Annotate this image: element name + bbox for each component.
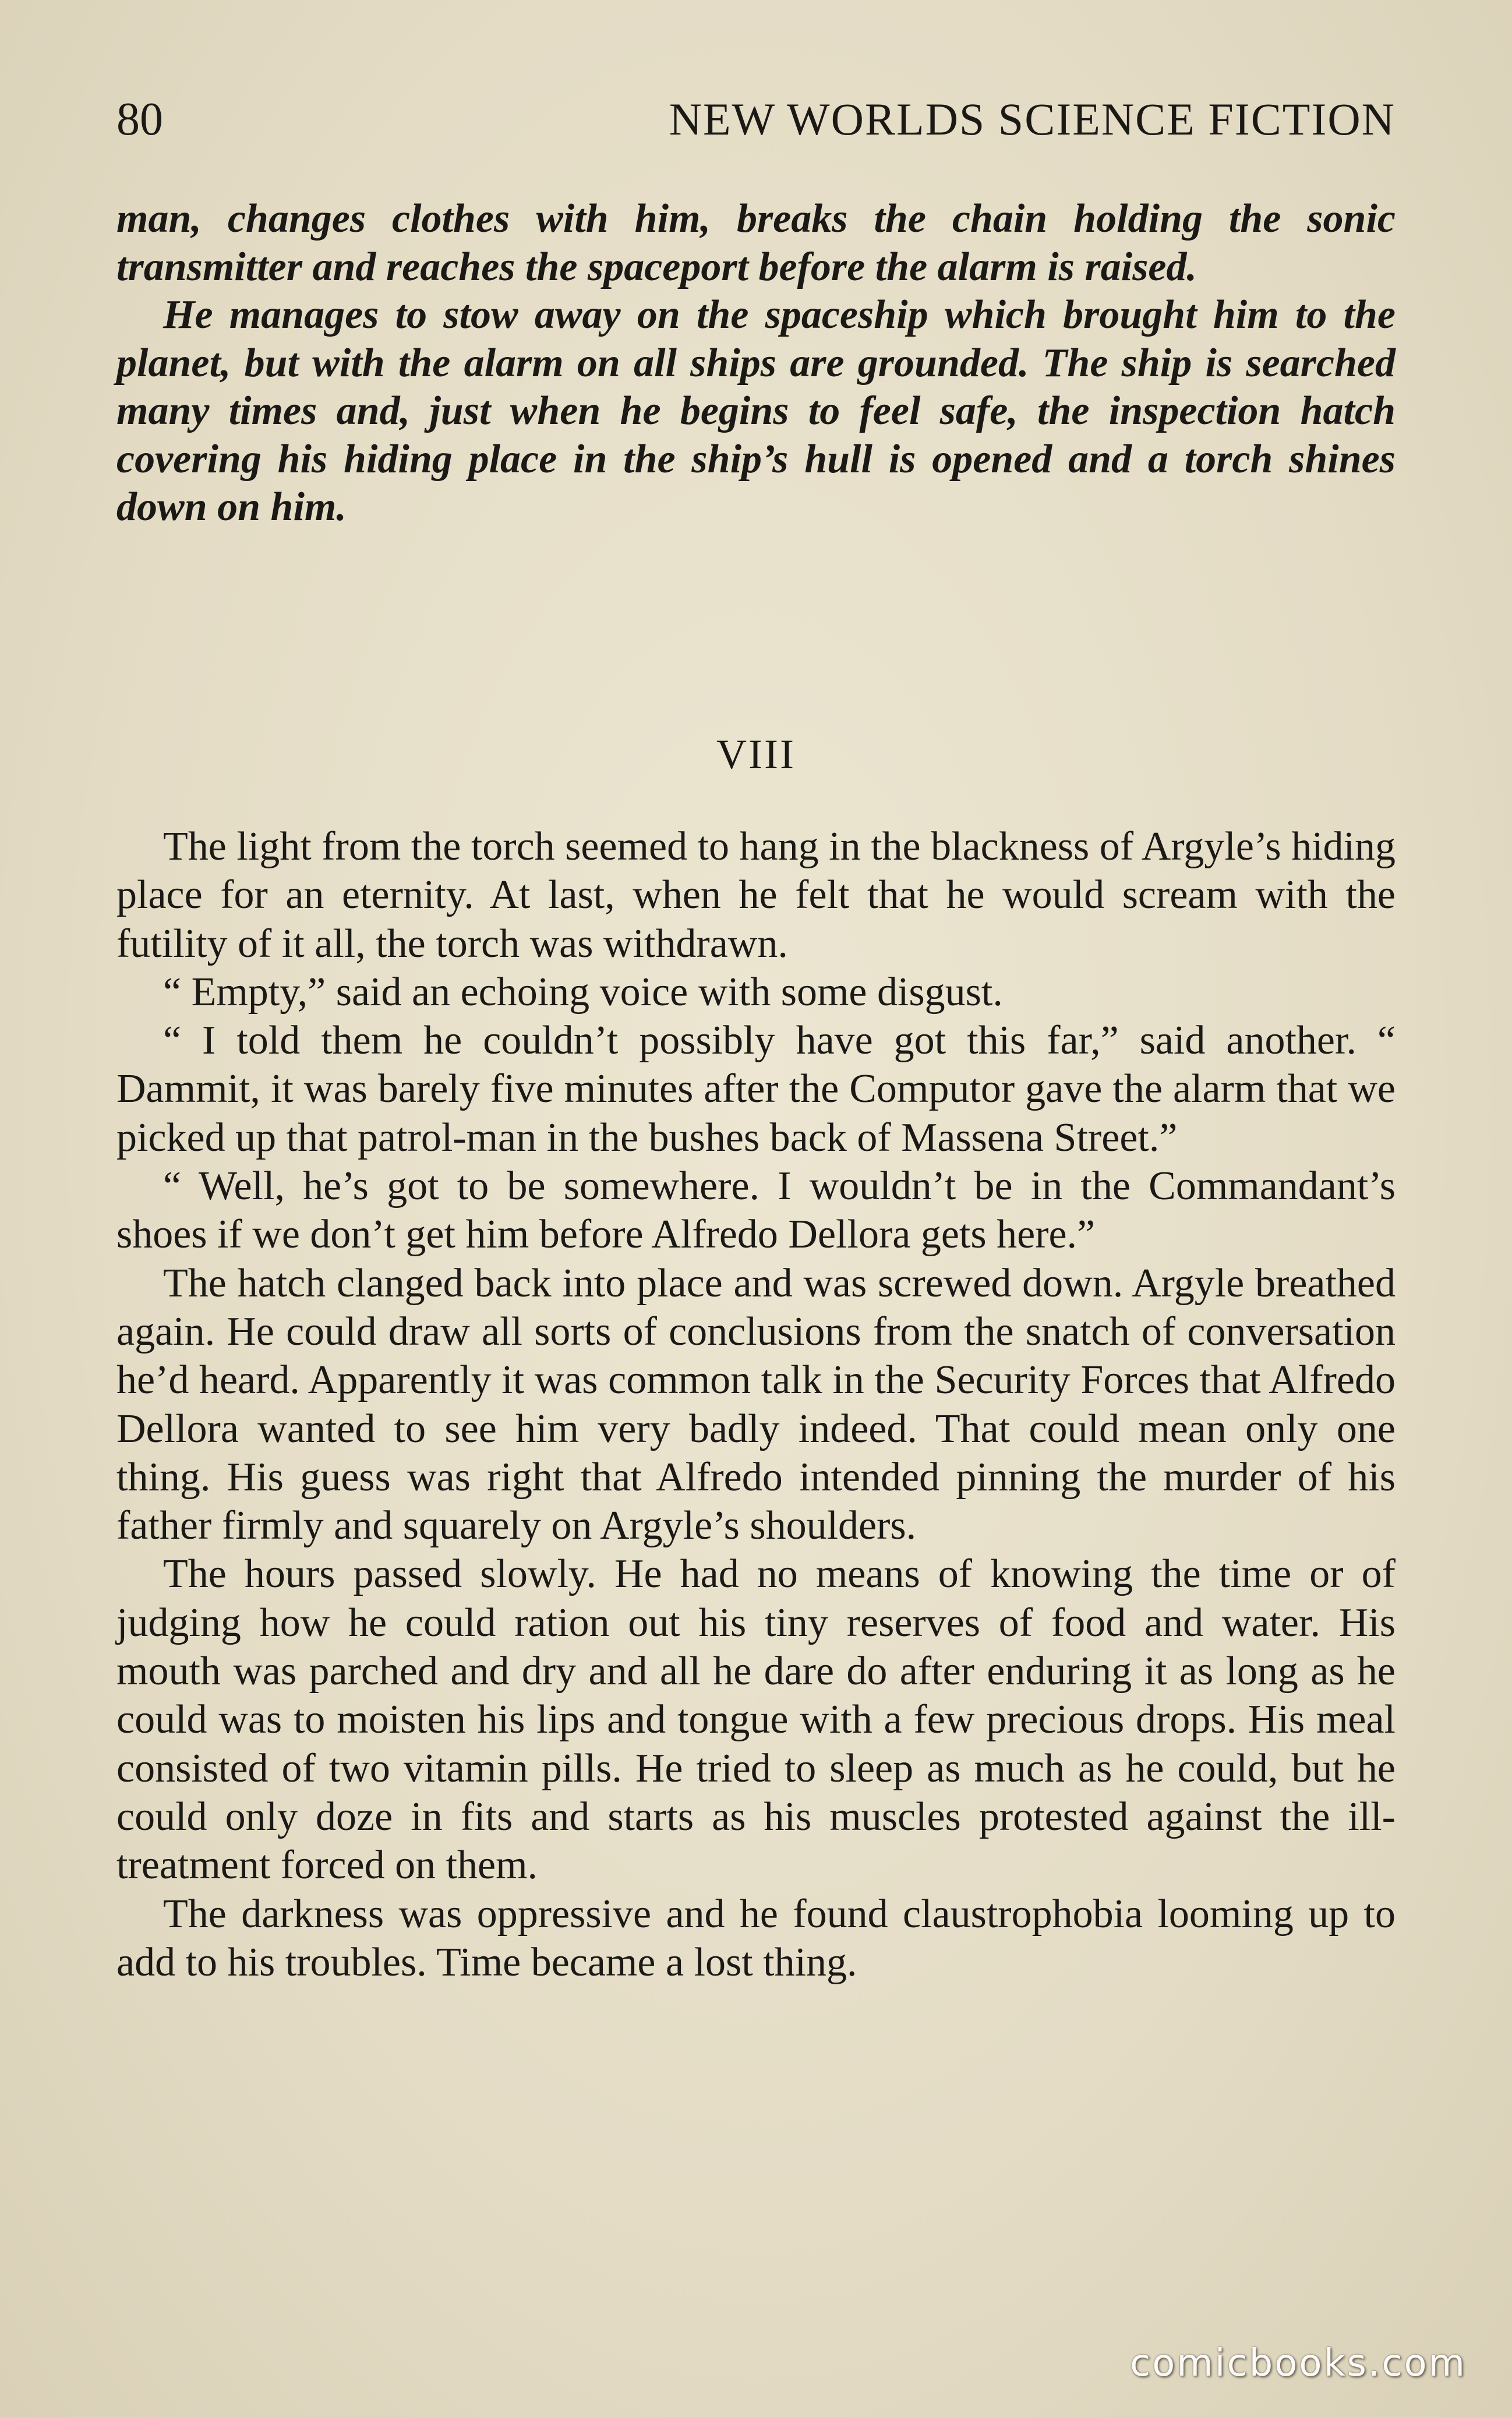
body-paragraph: “ I told them he couldn’t possibly have got this far,” said another. “ Dammit, it was barely five minutes after the Computor gave the alarm that we picked up that patrol-man in the bushes back of Massena Street.” (116, 1018, 1396, 1160)
body-paragraph: The light from the torch seemed to hang in the blackness of Argyle’s hiding place for an eternity. At last, when he felt that he would scream with the futility of it all, the torch was withdrawn. (116, 824, 1396, 966)
synopsis-paragraph: He manages to stow away on the spaceship which brought him to the planet, but with the alarm on all ships are grounded. The ship is searched many times and, just when he begins to feel safe, the inspection hatch covering his hiding place in the ship’s hull is opened and a torch shines down on him. (116, 292, 1396, 529)
page-header (116, 87, 1396, 151)
watermark: comicbooks.com (1129, 2342, 1467, 2385)
body-paragraph: The hatch clanged back into place and was screwed down. Argyle breathed again. He could draw all sorts of conclusions from the snatch of conversation he’d heard. Apparently it was common talk in the Security Forces that Alfredo Dellora wanted to see him very badly indeed. That could mean only one thing. His guess was right that Alfredo intended pinning the murder of his father firmly and squarely on Argyle’s shoulders. (116, 1260, 1396, 1549)
chapter-body (116, 822, 1396, 1987)
page-number: 80 (116, 94, 163, 145)
body-paragraph: “ Well, he’s got to be somewhere. I wouldn’t be in the Commandant’s shoes if we don’t get him before Alfredo Dellora gets here.” (116, 1164, 1396, 1257)
body-paragraph: The darkness was oppressive and he found claustrophobia looming up to add to his troubles. Time became a lost thing. (116, 1891, 1396, 1985)
body-paragraph: The hours passed slowly. He had no means of knowing the time or of judging how he could ration out his tiny reserves of food and water. His mouth was parched and dry and all he dare do after enduring it as long as he could was to moisten his lips and tongue with a few precious drops. His meal consisted of two vitamin pills. He tried to sleep as much as he could, but he could only doze in fits and starts as his muscles protested against the ill-treatment forced on them. (116, 1552, 1396, 1888)
chapter-heading: VIII (716, 731, 796, 778)
synopsis-paragraph: man, changes clothes with him, breaks the chain holding the sonic transmitter and reaches the spaceport before the alarm is raised. (116, 196, 1396, 289)
synopsis (116, 195, 1396, 532)
body-paragraph: “ Empty,” said an echoing voice with some disgust. (163, 969, 1003, 1015)
running-head: NEW WORLDS SCIENCE FICTION (669, 94, 1396, 144)
